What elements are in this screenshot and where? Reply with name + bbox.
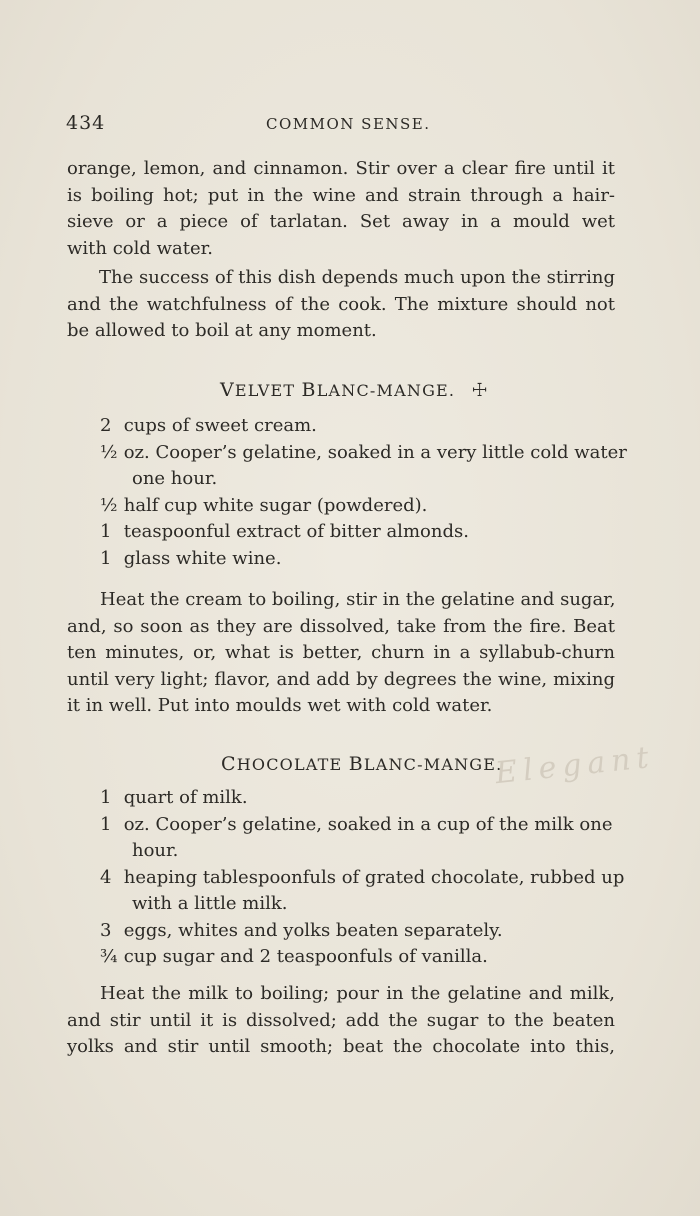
ingredient-quantity: 1 (100, 813, 112, 835)
heading-smallcaps: ELVET (234, 381, 302, 400)
method-chocolate (67, 981, 615, 1061)
text-line: sieve or a piece of tarlatan. Set away in a mould wet (67, 211, 615, 232)
ingredient-item (100, 519, 615, 546)
text-line: it in well. Put into moulds wet with cold water. (67, 695, 493, 716)
paragraph-success-note (67, 265, 615, 345)
ingredient-text: eggs, whites and yolks beaten separately. (118, 919, 503, 941)
ingredient-quantity: 1 (100, 787, 112, 808)
ingredient-text: cups of sweet cream. (118, 415, 317, 436)
heading-initial: C (221, 753, 237, 775)
ingredient-quantity: 3 (100, 919, 112, 941)
paragraph-continuation (67, 156, 615, 262)
ingredient-text: half cup white sugar (powdered). (118, 494, 428, 516)
ingredient-continuation: hour. (132, 840, 179, 861)
ingredient-item (100, 546, 615, 573)
heading-initial: B (348, 753, 364, 775)
ingredient-item (100, 493, 615, 520)
text-line: Heat the milk to boiling; pour in the gelatine and milk, (100, 983, 615, 1004)
ingredient-quantity: 1 (100, 521, 112, 542)
ingredient-quantity: 1 (100, 547, 112, 569)
text-line: with cold water. (67, 237, 214, 259)
ingredient-text: cup sugar and 2 teaspoonfuls of vanilla. (118, 946, 488, 967)
ingredient-item (100, 785, 615, 812)
ingredient-quantity: 4 (100, 866, 112, 888)
text-line: orange, lemon, and cinnamon. Stir over a clear fire until it (67, 158, 615, 179)
ingredient-item (100, 944, 615, 971)
heading-smallcaps: HOCOLATE (236, 755, 349, 774)
ingredient-text: oz. Cooper’s gelatine, soaked in a very little cold water (118, 441, 627, 463)
page-number: 434 (66, 112, 106, 134)
text-line: be allowed to boil at any moment. (67, 320, 377, 341)
ingredient-list-velvet (100, 413, 627, 572)
page-header (66, 112, 616, 140)
text-line: and the watchfulness of the cook. The mixture should not (67, 293, 615, 315)
heading-smallcaps: LANC-MANGE. (316, 381, 456, 400)
cross-mark-icon: ☩ (471, 380, 489, 401)
heading-initial: B (301, 379, 317, 401)
ingredient-item (100, 413, 615, 440)
ingredient-text: quart of milk. (118, 787, 248, 808)
text-line: yolks and stir until smooth; beat the chocolate into this, (67, 1036, 615, 1057)
ingredient-item (100, 865, 625, 892)
ingredient-continuation: one hour. (132, 468, 218, 489)
text-line: ten minutes, or, what is better, churn in a syllabub-churn (67, 642, 615, 663)
heading-smallcaps: LANC-MANGE. (363, 755, 503, 774)
ingredient-list-chocolate (100, 785, 625, 971)
ingredient-quantity: ½ (100, 441, 118, 463)
ingredient-text: glass white wine. (118, 547, 282, 569)
heading-initial: V (220, 379, 235, 401)
text-line: until very light; flavor, and add by degrees the wine, mixing (67, 668, 615, 690)
text-line: and stir until it is dissolved; add the sugar to the beaten (67, 1009, 615, 1031)
text-line: is boiling hot; put in the wine and strain through a hair- (67, 184, 615, 206)
ingredient-item (100, 812, 615, 839)
ingredient-item (100, 918, 615, 945)
ingredient-quantity: ½ (100, 494, 118, 516)
ingredient-text: oz. Cooper’s gelatine, soaked in a cup of the milk one (118, 813, 613, 835)
text-line: and, so soon as they are dissolved, take from the fire. Beat (67, 615, 615, 637)
ingredient-quantity: ¾ (100, 946, 118, 967)
ingredient-text: heaping tablespoonfuls of grated chocolate, rubbed up (118, 866, 625, 888)
method-velvet (67, 587, 615, 720)
recipe-heading-chocolate (221, 753, 502, 775)
handwritten-annotation: Elegant (493, 739, 657, 792)
text-line: Heat the cream to boiling, stir in the gelatine and sugar, (100, 589, 616, 610)
running-head: COMMON SENSE. (266, 115, 431, 133)
text-line: The success of this dish depends much upon the stirring (99, 267, 615, 288)
recipe-heading-velvet (220, 379, 489, 401)
ingredient-item (100, 440, 627, 467)
ingredient-continuation: with a little milk. (132, 893, 288, 914)
ingredient-quantity: 2 (100, 415, 112, 436)
ingredient-text: teaspoonful extract of bitter almonds. (118, 521, 469, 542)
